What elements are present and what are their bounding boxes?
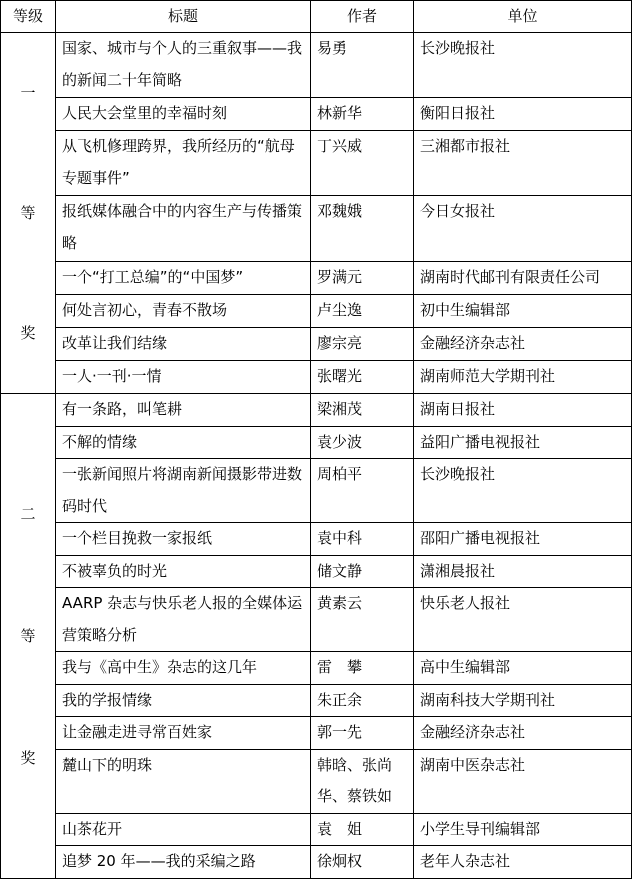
- cell-author: 卢尘逸: [311, 294, 414, 327]
- cell-author: 易勇: [311, 33, 414, 98]
- cell-author: 梁湘茂: [311, 394, 414, 427]
- header-row: [1, 1, 632, 33]
- cell-unit: 湖南科技大学期刊社: [414, 684, 632, 717]
- table-row: [1, 813, 632, 846]
- table-row: [1, 652, 632, 685]
- table-row: [1, 360, 632, 393]
- cell-unit: 长沙晚报社: [414, 459, 632, 523]
- award-level-char: 奖: [20, 324, 36, 342]
- cell-author: 张曙光: [311, 360, 414, 393]
- cell-title: 我与《高中生》杂志的这几年: [56, 652, 311, 685]
- cell-unit: 湖南时代邮刊有限责任公司: [414, 261, 632, 294]
- table-row: [1, 426, 632, 459]
- table-row: [1, 588, 632, 652]
- cell-unit: 益阳广播电视报社: [414, 426, 632, 459]
- cell-author: 韩晗、张尚华、蔡铁如: [311, 749, 414, 813]
- table-row: [1, 684, 632, 717]
- cell-title: 人民大会堂里的幸福时刻: [56, 98, 311, 131]
- cell-author: 郭一先: [311, 717, 414, 750]
- table-body: [1, 33, 632, 879]
- cell-unit: 小学生导刊编辑部: [414, 813, 632, 846]
- cell-author: 储文静: [311, 555, 414, 588]
- header-unit: 单位: [414, 1, 632, 33]
- cell-title: 有一条路，叫笔耕: [56, 394, 311, 427]
- table-row: [1, 131, 632, 196]
- cell-title: 让金融走进寻常百姓家: [56, 717, 311, 750]
- cell-title: 报纸媒体融合中的内容生产与传播策略: [56, 196, 311, 261]
- table-row: [1, 459, 632, 523]
- table-row: [1, 196, 632, 261]
- table-row: [1, 98, 632, 131]
- table-row: [1, 523, 632, 556]
- award-level-char: 等: [20, 626, 36, 645]
- cell-unit: 湖南师范大学期刊社: [414, 360, 632, 393]
- cell-title: 一张新闻照片将湖南新闻摄影带进数码时代: [56, 459, 311, 523]
- cell-unit: 老年人杂志社: [414, 846, 632, 879]
- cell-title: 不被辜负的时光: [56, 555, 311, 588]
- cell-author: 袁少波: [311, 426, 414, 459]
- cell-title: 追梦 20 年——我的采编之路: [56, 846, 311, 879]
- cell-author: 徐炯权: [311, 846, 414, 879]
- cell-title: 一人·一刊·一情: [56, 360, 311, 393]
- cell-unit: 衡阳日报社: [414, 98, 632, 131]
- cell-unit: 三湘都市报社: [414, 131, 632, 196]
- award-level-cell: [1, 33, 56, 394]
- cell-unit: 湖南日报社: [414, 394, 632, 427]
- cell-title: 麓山下的明珠: [56, 749, 311, 813]
- cell-author: 黄素云: [311, 588, 414, 652]
- cell-title: 我的学报情缘: [56, 684, 311, 717]
- cell-title: AARP 杂志与快乐老人报的全媒体运营策略分析: [56, 588, 311, 652]
- award-level-char: 奖: [20, 748, 36, 767]
- cell-unit: 金融经济杂志社: [414, 327, 632, 360]
- cell-unit: 金融经济杂志社: [414, 717, 632, 750]
- table-row: [1, 294, 632, 327]
- award-level-char: 一: [20, 84, 36, 102]
- table-row: [1, 394, 632, 427]
- table-row: [1, 261, 632, 294]
- header-author: 作者: [311, 1, 414, 33]
- cell-title: 从飞机修理跨界，我所经历的“航母专题事件”: [56, 131, 311, 196]
- cell-unit: 快乐老人报社: [414, 588, 632, 652]
- cell-title: 一个“打工总编”的“中国梦”: [56, 261, 311, 294]
- award-level-char: 等: [20, 204, 36, 222]
- cell-unit: 长沙晚报社: [414, 33, 632, 98]
- cell-author: 丁兴威: [311, 131, 414, 196]
- cell-author: 袁中科: [311, 523, 414, 556]
- cell-title: 国家、城市与个人的三重叙事——我的新闻二十年简略: [56, 33, 311, 98]
- cell-author: 罗满元: [311, 261, 414, 294]
- cell-unit: 今日女报社: [414, 196, 632, 261]
- table-row: [1, 327, 632, 360]
- cell-unit: 邵阳广播电视报社: [414, 523, 632, 556]
- cell-author: 廖宗亮: [311, 327, 414, 360]
- cell-unit: 湖南中医杂志社: [414, 749, 632, 813]
- cell-title: 山茶花开: [56, 813, 311, 846]
- cell-unit: 潇湘晨报社: [414, 555, 632, 588]
- header-level: 等级: [1, 1, 56, 33]
- award-level-char: 二: [20, 504, 36, 523]
- cell-title: 一个栏目挽救一家报纸: [56, 523, 311, 556]
- table-row: [1, 33, 632, 98]
- table-row: [1, 846, 632, 879]
- cell-author: 雷 攀: [311, 652, 414, 685]
- table-row: [1, 717, 632, 750]
- cell-unit: 高中生编辑部: [414, 652, 632, 685]
- cell-title: 不解的情缘: [56, 426, 311, 459]
- cell-title: 改革让我们结缘: [56, 327, 311, 360]
- cell-unit: 初中生编辑部: [414, 294, 632, 327]
- cell-author: 邓魏娥: [311, 196, 414, 261]
- cell-author: 朱正余: [311, 684, 414, 717]
- cell-author: 袁 姐: [311, 813, 414, 846]
- cell-title: 何处言初心，青春不散场: [56, 294, 311, 327]
- cell-author: 周柏平: [311, 459, 414, 523]
- award-level-cell: [1, 394, 56, 879]
- table-row: [1, 749, 632, 813]
- header-title: 标题: [56, 1, 311, 33]
- table-row: [1, 555, 632, 588]
- cell-author: 林新华: [311, 98, 414, 131]
